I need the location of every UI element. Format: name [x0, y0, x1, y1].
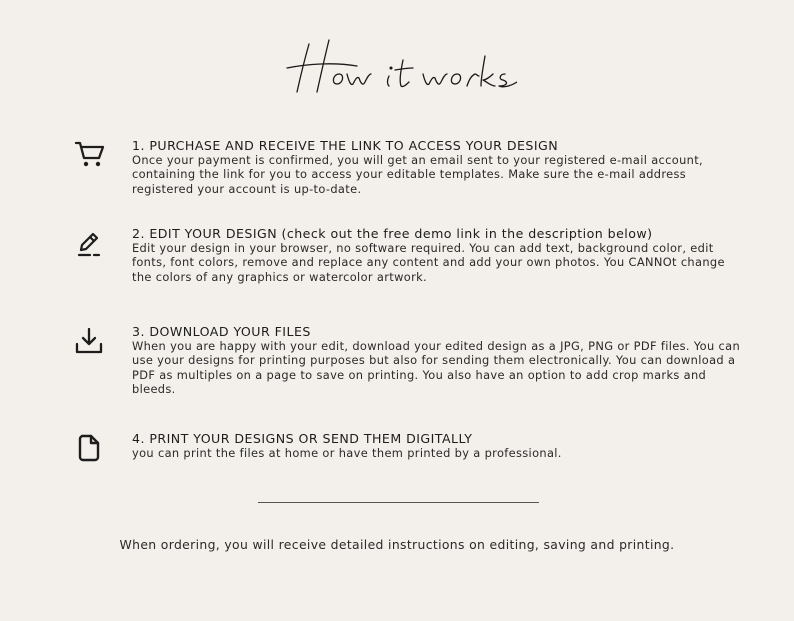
step-heading: 3. DOWNLOAD YOUR FILES: [132, 324, 311, 339]
document-icon: [74, 433, 106, 465]
step-description: Edit your design in your browser, no software required. You can add text, background color, edit fonts, font colors, remove and replace any content and add your own photos. You CANNOt change the colors of any graphics or watercolor artwork.: [132, 241, 725, 284]
step-heading: 2. EDIT YOUR DESIGN (check out the free demo link in the description below): [132, 226, 653, 241]
step-description: Once your payment is confirmed, you will get an email sent to your registered e-mail account, containing the link for you to access your editable templates. Make sure the e-mail address registered your account is up-to-date.: [132, 153, 704, 196]
download-icon: [74, 326, 106, 358]
cart-icon: [74, 140, 106, 172]
script-title-graphic: [277, 30, 517, 100]
step-heading: 1. PURCHASE AND RECEIVE THE LINK TO ACCESS YOUR DESIGN: [132, 138, 559, 153]
divider: [258, 502, 539, 503]
step-heading: 4. PRINT YOUR DESIGNS OR SEND THEM DIGITALLY: [132, 431, 473, 446]
step-description: you can print the files at home or have them printed by a professional.: [132, 446, 562, 460]
footer-note: When ordering, you will receive detailed instructions on editing, saving and printing.: [119, 537, 675, 552]
page-title: [0, 30, 794, 104]
step-description: When you are happy with your edit, download your edited design as a JPG, PNG or PDF files. You can use your designs for printing purposes but also for sending them electronically. You can download a PDF as multiples on a page to save on printing. You also have an option to add crop marks and bleeds.: [132, 339, 741, 397]
pencil-icon: [74, 229, 106, 261]
